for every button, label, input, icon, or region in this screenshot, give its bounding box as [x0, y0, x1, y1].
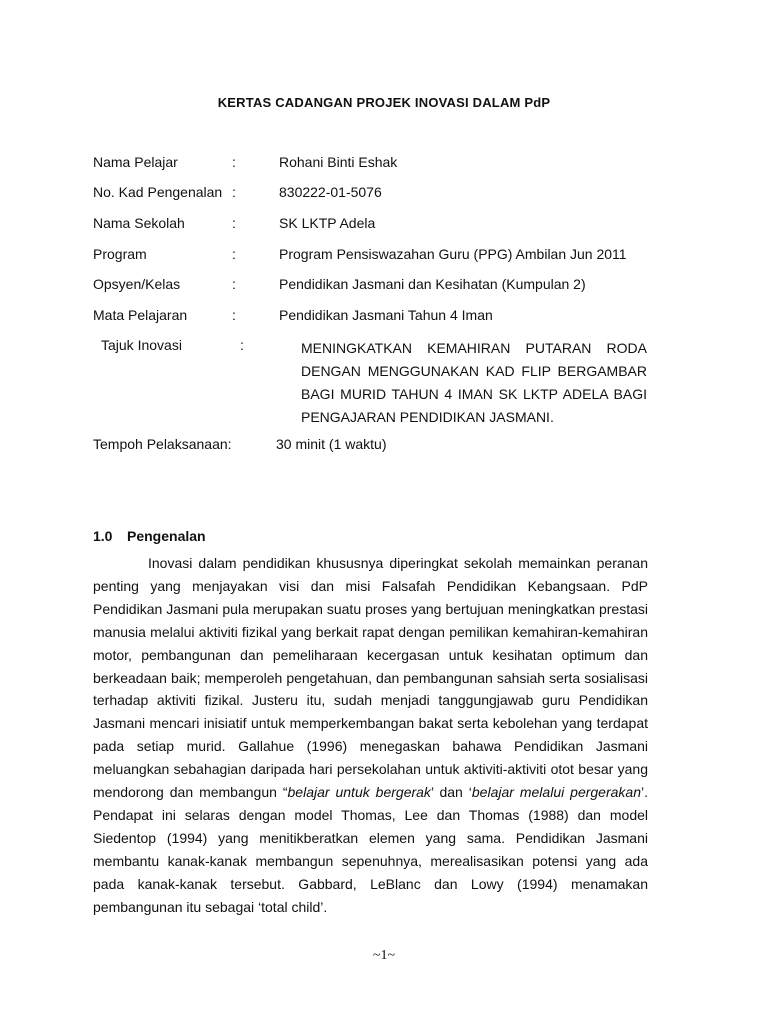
page-number: ~1~ — [372, 948, 396, 963]
field-value: Rohani Binti Eshak — [279, 154, 398, 170]
field-label: Nama Pelajar — [93, 154, 178, 170]
field-mata-pelajaran — [0, 306, 768, 324]
section-heading — [93, 528, 206, 544]
field-label: Opsyen/Kelas — [93, 276, 181, 292]
field-colon: : — [232, 307, 236, 323]
field-nama-pelajar — [0, 153, 768, 171]
field-label: Program — [93, 246, 147, 262]
field-value: Program Pensiswazahan Guru (PPG) Ambilan Jun 2011 — [279, 246, 627, 262]
field-colon: : — [232, 246, 236, 262]
body-text-italic: belajar melalui pergerakan — [471, 784, 641, 801]
field-colon: : — [232, 184, 236, 200]
document-title: KERTAS CADANGAN PROJEK INOVASI DALAM PdP — [217, 95, 551, 110]
field-program — [0, 245, 768, 263]
body-text-part: Inovasi dalam pendidikan khususnya diperingkat sekolah memainkan peranan penting yang menjayakan visi dan misi Falsafah Pendidikan Kebangsaan. PdP Pendidikan Jasmani pula merupakan suatu proses yang bertujuan meningkatkan prestasi manusia melalui aktiviti fizikal yang berkait rapat dengan pemilikan kemahiran-kemahiran motor, pembangunan dan pemeliharaan kecergasan untuk kesihatan optimum dan berkeadaan baik; memperoleh pengetahuan, dan pembangunan sahsiah serta sosialisasi terhadap aktiviti fizikal. Justeru itu, sudah menjadi tanggungjawab guru Pendidikan Jasmani mencari inisiatif untuk memperkembangan bakat serta kebolehan yang terdapat pada setiap murid. Gallahue (1996) menegaskan bahawa Pendidikan Jasmani meluangkan sebahagian daripada hari persekolahan untuk aktiviti-aktiviti otot besar yang mendorong dan membangun “ — [93, 555, 648, 801]
field-value: 830222-01-5076 — [279, 184, 382, 200]
field-value: Pendidikan Jasmani Tahun 4 Iman — [279, 307, 493, 323]
section-title: Pengenalan — [127, 528, 206, 544]
field-label: No. Kad Pengenalan — [93, 184, 223, 200]
field-colon: : — [232, 215, 236, 231]
field-opsyen-kelas — [0, 275, 768, 293]
tajuk-inovasi-label: Tajuk Inovasi — [101, 337, 182, 353]
section-body — [93, 552, 648, 919]
field-nama-sekolah — [0, 214, 768, 232]
tajuk-inovasi-value: MENINGKATKAN KEMAHIRAN PUTARAN RODA DENGAN MENGGUNAKAN KAD FLIP BERGAMBAR BAGI MURID TAHUN 4 IMAN SK LKTP ADELA BAGI PENGAJARAN PENDIDIKAN JASMANI. — [301, 340, 647, 425]
field-colon: : — [232, 154, 236, 170]
field-value: SK LKTP Adela — [279, 215, 376, 231]
tempoh-pelaksanaan-label: Tempoh Pelaksanaan: — [93, 436, 232, 452]
section-number: 1.0 — [93, 528, 113, 544]
field-value: Pendidikan Jasmani dan Kesihatan (Kumpulan 2) — [279, 276, 586, 292]
body-text-part: ’ dan ‘ — [430, 784, 472, 801]
body-paragraph — [93, 552, 648, 919]
field-label: Nama Sekolah — [93, 215, 185, 231]
body-text-italic: belajar untuk bergerak — [287, 784, 431, 801]
field-kad-pengenalan — [0, 183, 768, 201]
field-colon: : — [232, 276, 236, 292]
tempoh-pelaksanaan-value: 30 minit (1 waktu) — [276, 436, 387, 452]
tajuk-inovasi-colon: : — [240, 337, 244, 353]
field-label: Mata Pelajaran — [93, 307, 188, 323]
body-text-part: ’. Pendapat ini selaras dengan model Thomas, Lee dan Thomas (1988) dan model Siedentop (1994) yang menitikberatkan elemen yang sama. Pendidikan Jasmani membantu kanak-kanak membangun sepenuhnya, merealisasikan potensi yang ada pada kanak-kanak tersebut. Gabbard, LeBlanc dan Lowy (1994) menamakan pembangunan itu sebagai ‘total child’. — [93, 784, 648, 915]
